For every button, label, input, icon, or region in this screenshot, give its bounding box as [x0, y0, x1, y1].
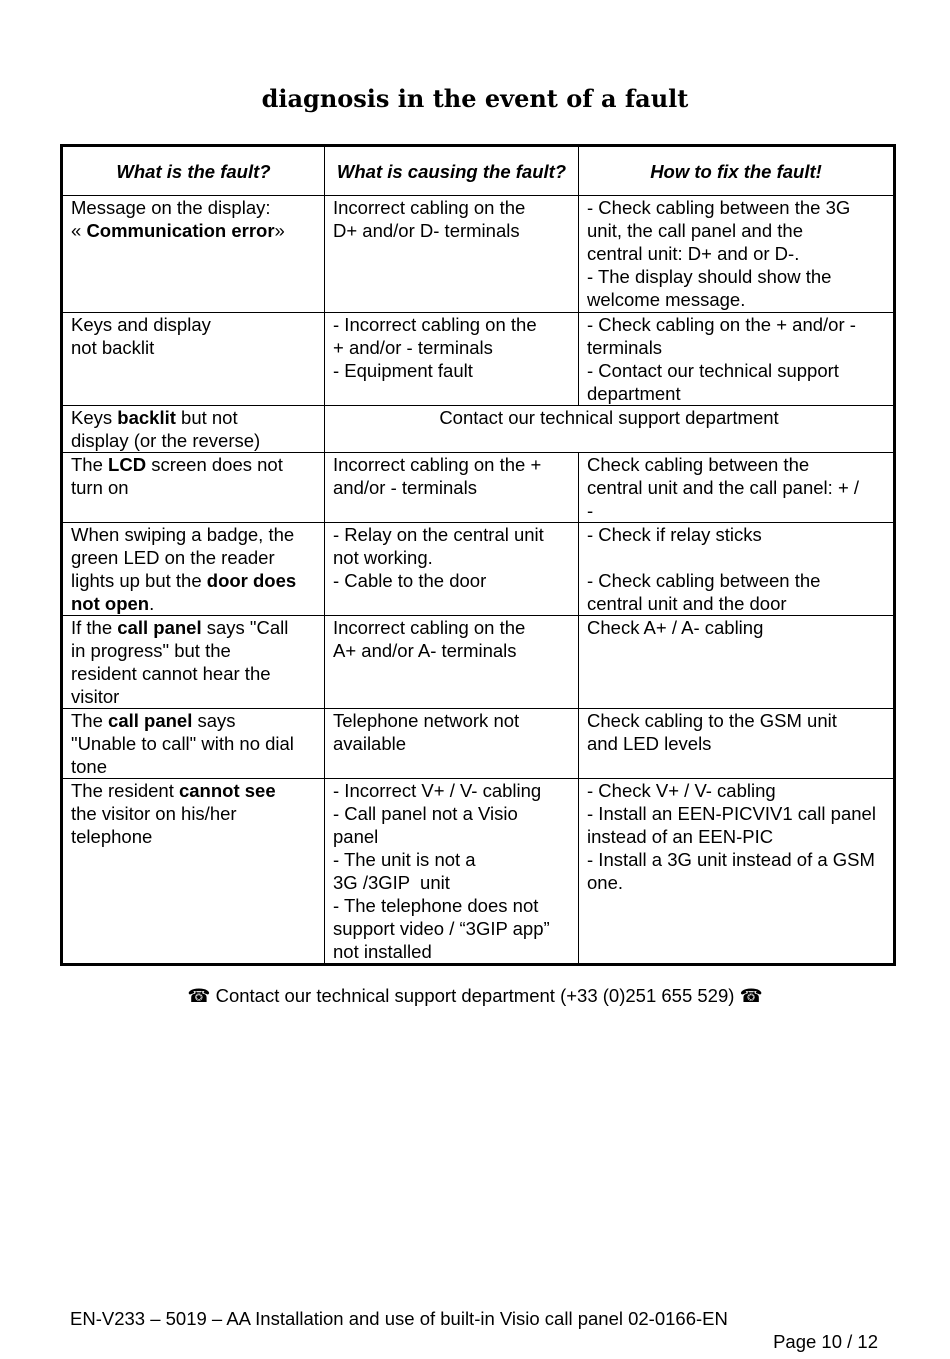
fault-cell: Keys backlit but not display (or the reverse)	[62, 406, 325, 453]
table-header-row	[62, 146, 895, 196]
fix-cell: - Check if relay sticks - Check cabling between the central unit and the door	[579, 523, 895, 616]
cause-cell: Incorrect cabling on the + and/or - terminals	[325, 453, 579, 523]
header-fault: What is the fault?	[62, 146, 325, 196]
fault-cell: When swiping a badge, the green LED on the reader lights up but the door does not open.	[62, 523, 325, 616]
table-row	[62, 453, 895, 523]
fault-cell: The resident cannot see the visitor on his/her telephone	[62, 779, 325, 965]
fix-cell: Check A+ / A- cabling	[579, 616, 895, 709]
fault-cell: Message on the display: « Communication error»	[62, 196, 325, 313]
footer-page-number: Page 10 / 12	[773, 1331, 878, 1352]
table-row	[62, 616, 895, 709]
cause-cell: Incorrect cabling on the D+ and/or D- terminals	[325, 196, 579, 313]
fix-cell: - Check cabling between the 3G unit, the call panel and the central unit: D+ and or D-. - The display should show the welcome message.	[579, 196, 895, 313]
cause-cell: - Incorrect V+ / V- cabling - Call panel not a Visio panel - The unit is not a 3G /3GIP unit - The telephone does not support video / “3GIP app” not installed	[325, 779, 579, 965]
fix-cell: Check cabling between the central unit and the call panel: + / -	[579, 453, 895, 523]
fix-cell: - Check cabling on the + and/or - terminals - Contact our technical support department	[579, 313, 895, 406]
fix-cell: Check cabling to the GSM unit and LED levels	[579, 709, 895, 779]
cause-cell: - Relay on the central unit not working. - Cable to the door	[325, 523, 579, 616]
table-row	[62, 406, 895, 453]
telephone-icon: ☎	[739, 985, 763, 1006]
contact-line	[0, 985, 950, 1007]
telephone-icon: ☎	[187, 985, 211, 1006]
table-row	[62, 196, 895, 313]
table-row	[62, 313, 895, 406]
fix-cell: - Check V+ / V- cabling - Install an EEN-PICVIV1 call panel instead of an EEN-PIC - Install a 3G unit instead of a GSM one.	[579, 779, 895, 965]
cause-cell: Incorrect cabling on the A+ and/or A- terminals	[325, 616, 579, 709]
table-row	[62, 709, 895, 779]
fault-cell: Keys and display not backlit	[62, 313, 325, 406]
fault-diagnosis-table	[60, 144, 896, 966]
header-fix: How to fix the fault!	[579, 146, 895, 196]
table-row	[62, 779, 895, 965]
footer-doc-ref: EN-V233 – 5019 – AA Installation and use of built-in Visio call panel 02-0166-EN	[70, 1308, 728, 1329]
fault-cell: If the call panel says "Call in progress" but the resident cannot hear the visitor	[62, 616, 325, 709]
table-row	[62, 523, 895, 616]
cause-cell: - Incorrect cabling on the + and/or - terminals - Equipment fault	[325, 313, 579, 406]
fault-cell: The call panel says "Unable to call" with no dial tone	[62, 709, 325, 779]
merged-fix-cell: Contact our technical support department	[325, 406, 895, 453]
contact-text: Contact our technical support department (+33 (0)251 655 529)	[215, 985, 735, 1006]
cause-cell: Telephone network not available	[325, 709, 579, 779]
page-title: diagnosis in the event of a fault	[261, 84, 689, 113]
header-cause: What is causing the fault?	[325, 146, 579, 196]
fault-cell: The LCD screen does not turn on	[62, 453, 325, 523]
